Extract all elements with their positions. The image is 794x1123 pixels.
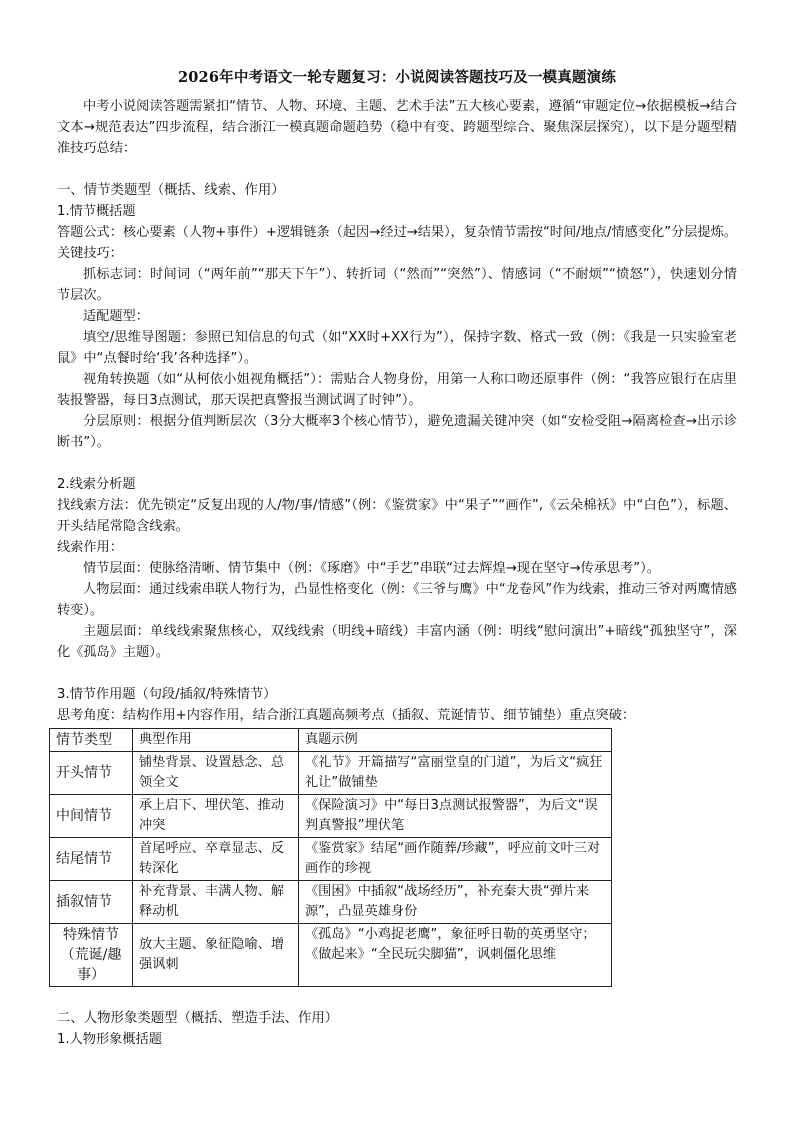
table-cell: 中间情节 xyxy=(50,795,133,838)
skill-paragraph: 抓标志词：时间词（“两年前”“那天下午”）、转折词（“然而”“突然”）、情感词（“不耐烦”“愤怒”），快速划分情节层次。 xyxy=(57,267,737,303)
types-label: 适配题型： xyxy=(83,309,149,324)
subsection-1-2-heading: 2.线索分析题 xyxy=(57,477,136,492)
table-cell: 承上启下、埋伏笔、推动冲突 xyxy=(133,795,299,838)
type-layer-paragraph: 分层原则：根据分值判断层次（3分大概率3个核心情节），避免遗漏关键冲突（如“安检受阻→隔离检查→出示诊断书”）。 xyxy=(57,414,737,450)
table-cell: 首尾呼应、卒章显志、反转深化 xyxy=(133,838,299,881)
table-header-cell: 典型作用 xyxy=(133,729,299,752)
table-row xyxy=(50,924,612,987)
document-page xyxy=(57,60,737,1050)
table-cell: 铺垫背景、设置悬念、总领全文 xyxy=(133,752,299,795)
clue-role-label: 线索作用： xyxy=(57,540,123,555)
formula-paragraph: 答题公式：核心要素（人物+事件）+逻辑链条（起因→经过→结果），复杂情节需按“时间/地点/情感变化”分层提炼。 xyxy=(57,225,737,240)
table-cell: 结尾情节 xyxy=(50,838,133,881)
table-row xyxy=(50,752,612,795)
table-cell: 《礼节》开篇描写“富丽堂皇的门道”，为后文“疯狂礼让”做铺垫 xyxy=(299,752,612,795)
skills-label: 关键技巧： xyxy=(57,246,123,261)
table-cell: 《围困》中插叙“战场经历”，补充秦大贵“弹片来源”，凸显英雄身份 xyxy=(299,881,612,924)
clue-role-theme: 主题层面：单线线索聚焦核心，双线线索（明线+暗线）丰富内涵（例：明线“慰问演出”+暗线“孤独坚守”，深化《孤岛》主题）。 xyxy=(57,624,737,660)
clue-role-plot: 情节层面：使脉络清晰、情节集中（例：《琢磨》中“手艺”串联“过去辉煌→现在坚守→传承思考”）。 xyxy=(83,561,660,576)
table-cell: 插叙情节 xyxy=(50,881,133,924)
document-title: 2026年中考语文一轮专题复习：小说阅读答题技巧及一模真题演练 xyxy=(177,69,617,86)
angle-paragraph: 思考角度：结构作用+内容作用，结合浙江真题高频考点（插叙、荒诞情节、细节铺垫）重点突破： xyxy=(57,708,636,723)
table-cell: 特殊情节（荒诞/趣事） xyxy=(50,924,133,987)
plot-function-table xyxy=(49,728,612,987)
table-header-row xyxy=(50,729,612,752)
clue-method-paragraph: 找线索方法：优先锁定“反复出现的人/物/事/情感”（例：《鉴赏家》中“果子”“画作”,《云朵棉袄》中“白色”），标题、开头结尾常隐含线索。 xyxy=(57,498,737,534)
clue-role-character: 人物层面：通过线索串联人物行为，凸显性格变化（例：《三爷与鹰》中“龙卷风”作为线索，推动三爷对两鹰情感转变）。 xyxy=(57,582,737,618)
table-cell: 《保险演习》中“每日3点测试报警器”，为后文“误判真警报”埋伏笔 xyxy=(299,795,612,838)
table-header-cell: 真题示例 xyxy=(299,729,612,752)
table-header-cell: 情节类型 xyxy=(50,729,133,752)
table-cell: 《鉴赏家》结尾“画作随葬/珍藏”，呼应前文叶三对画作的珍视 xyxy=(299,838,612,881)
section-1-heading: 一、情节类题型（概括、线索、作用） xyxy=(57,183,285,198)
table-cell: 开头情节 xyxy=(50,752,133,795)
table-row xyxy=(50,838,612,881)
type-perspective-paragraph: 视角转换题（如“从柯依小姐视角概括”）：需贴合人物身份，用第一人称口吻还原事件（例：“我答应银行在店里装报警器，每日3点测试，那天误把真警报当测试调了时钟”）。 xyxy=(57,372,737,408)
subsection-2-1-heading: 1.人物形象概括题 xyxy=(57,1032,162,1047)
table-row xyxy=(50,795,612,838)
table-row xyxy=(50,881,612,924)
subsection-1-1-heading: 1.情节概括题 xyxy=(57,204,136,219)
subsection-1-3-heading: 3.情节作用题（句段/插叙/特殊情节） xyxy=(57,687,277,702)
type-fill-paragraph: 填空/思维导图题：参照已知信息的句式（如“XX时+XX行为”），保持字数、格式一致（例：《我是一只实验室老鼠》中“点餐时给‘我’各种选择”）。 xyxy=(57,330,737,366)
section-2-heading: 二、人物形象类题型（概括、塑造手法、作用） xyxy=(57,1011,339,1026)
table-cell: 放大主题、象征隐喻、增强讽刺 xyxy=(133,924,299,987)
intro-paragraph: 中考小说阅读答题需紧扣“情节、人物、环境、主题、艺术手法”五大核心要素，遵循“审题定位→依据模板→结合文本→规范表达”四步流程，结合浙江一模真题命题趋势（稳中有变、跨题型综合、聚焦深层探究），以下是分题型精准技巧总结： xyxy=(57,99,737,156)
table-cell: 《孤岛》“小鸡捉老鹰”，象征呼日勒的英勇坚守；《做起来》“全民玩尖脚猫”，讽刺僵化思维 xyxy=(299,924,612,987)
table-cell: 补充背景、丰满人物、解释动机 xyxy=(133,881,299,924)
